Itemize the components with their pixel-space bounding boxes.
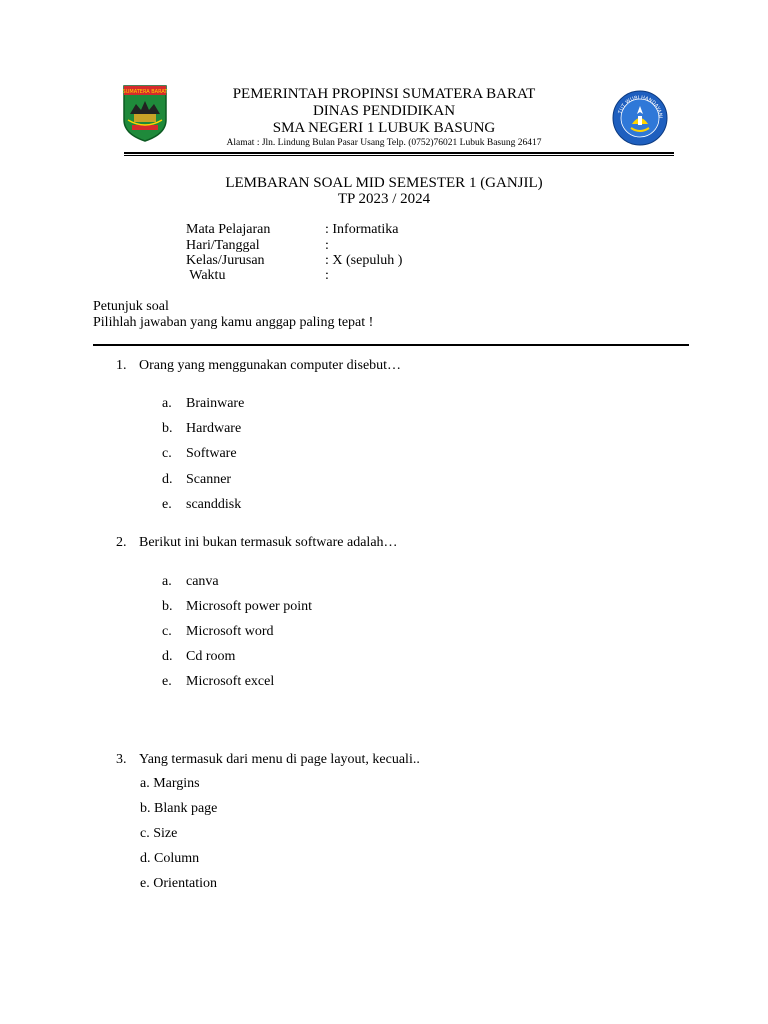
question-number: 2. — [116, 535, 127, 550]
option-text: Scanner — [186, 472, 232, 487]
question-number: 3. — [116, 752, 127, 767]
header-address: Alamat : Jln. Lindung Bulan Pasar Usang Telp. (0752)76021 Lubuk Basung 26417 — [226, 138, 542, 148]
option-letter: b. — [162, 421, 173, 436]
option-text: scanddisk — [186, 497, 242, 512]
option-text: Microsoft word — [186, 624, 274, 639]
option-letter: c. — [162, 446, 172, 461]
header-divider-thin — [124, 155, 674, 156]
option-text: Brainware — [186, 396, 245, 411]
question-text: Orang yang menggunakan computer disebut… — [139, 358, 402, 373]
logo-right-text: TUT WURI HANDAYANI — [617, 94, 664, 119]
header-department: DINAS PENDIDIKAN — [312, 103, 456, 119]
info-label-class: Kelas/Jurusan — [186, 253, 265, 268]
option-letter: e. — [162, 674, 172, 689]
option-text: Hardware — [186, 421, 242, 436]
option-letter: e. — [162, 497, 172, 512]
option-text: e. Orientation — [140, 876, 217, 891]
info-value-date: : — [325, 238, 329, 253]
option-text: canva — [186, 574, 219, 589]
info-value-class: : X (sepuluh ) — [325, 253, 403, 268]
info-value-time: : — [325, 268, 329, 283]
instructions-heading: Petunjuk soal — [93, 299, 169, 314]
header-school: SMA NEGERI 1 LUBUK BASUNG — [272, 120, 496, 136]
header-government: PEMERINTAH PROPINSI SUMATERA BARAT — [232, 86, 536, 102]
option-letter: d. — [162, 472, 173, 487]
question-text: Yang termasuk dari menu di page layout, kecuali.. — [139, 752, 420, 767]
instructions-divider — [93, 344, 689, 346]
option-letter: c. — [162, 624, 172, 639]
option-text: b. Blank page — [140, 801, 218, 816]
info-label-date: Hari/Tanggal — [186, 238, 260, 253]
option-letter: a. — [162, 396, 172, 411]
option-text: Microsoft power point — [186, 599, 312, 614]
option-text: d. Column — [140, 851, 200, 866]
option-text: a. Margins — [140, 776, 200, 791]
info-value-subject: : Informatika — [325, 222, 399, 237]
option-text: c. Size — [140, 826, 178, 841]
question-text: Berikut ini bukan termasuk software adalah… — [139, 535, 398, 550]
question-number: 1. — [116, 358, 127, 373]
instructions-text: Pilihlah jawaban yang kamu anggap paling tepat ! — [93, 315, 374, 330]
option-letter: a. — [162, 574, 172, 589]
header-divider-thick — [124, 152, 674, 154]
exam-year: TP 2023 / 2024 — [337, 191, 431, 207]
option-letter: d. — [162, 649, 173, 664]
option-text: Software — [186, 446, 237, 461]
exam-title: LEMBARAN SOAL MID SEMESTER 1 (GANJIL) — [225, 175, 543, 191]
info-label-time: Waktu — [186, 268, 226, 283]
option-letter: b. — [162, 599, 173, 614]
logo-left-text: SUMATERA BARAT — [122, 89, 168, 95]
option-text: Cd room — [186, 649, 236, 664]
info-label-subject: Mata Pelajaran — [186, 222, 271, 237]
option-text: Microsoft excel — [186, 674, 275, 689]
